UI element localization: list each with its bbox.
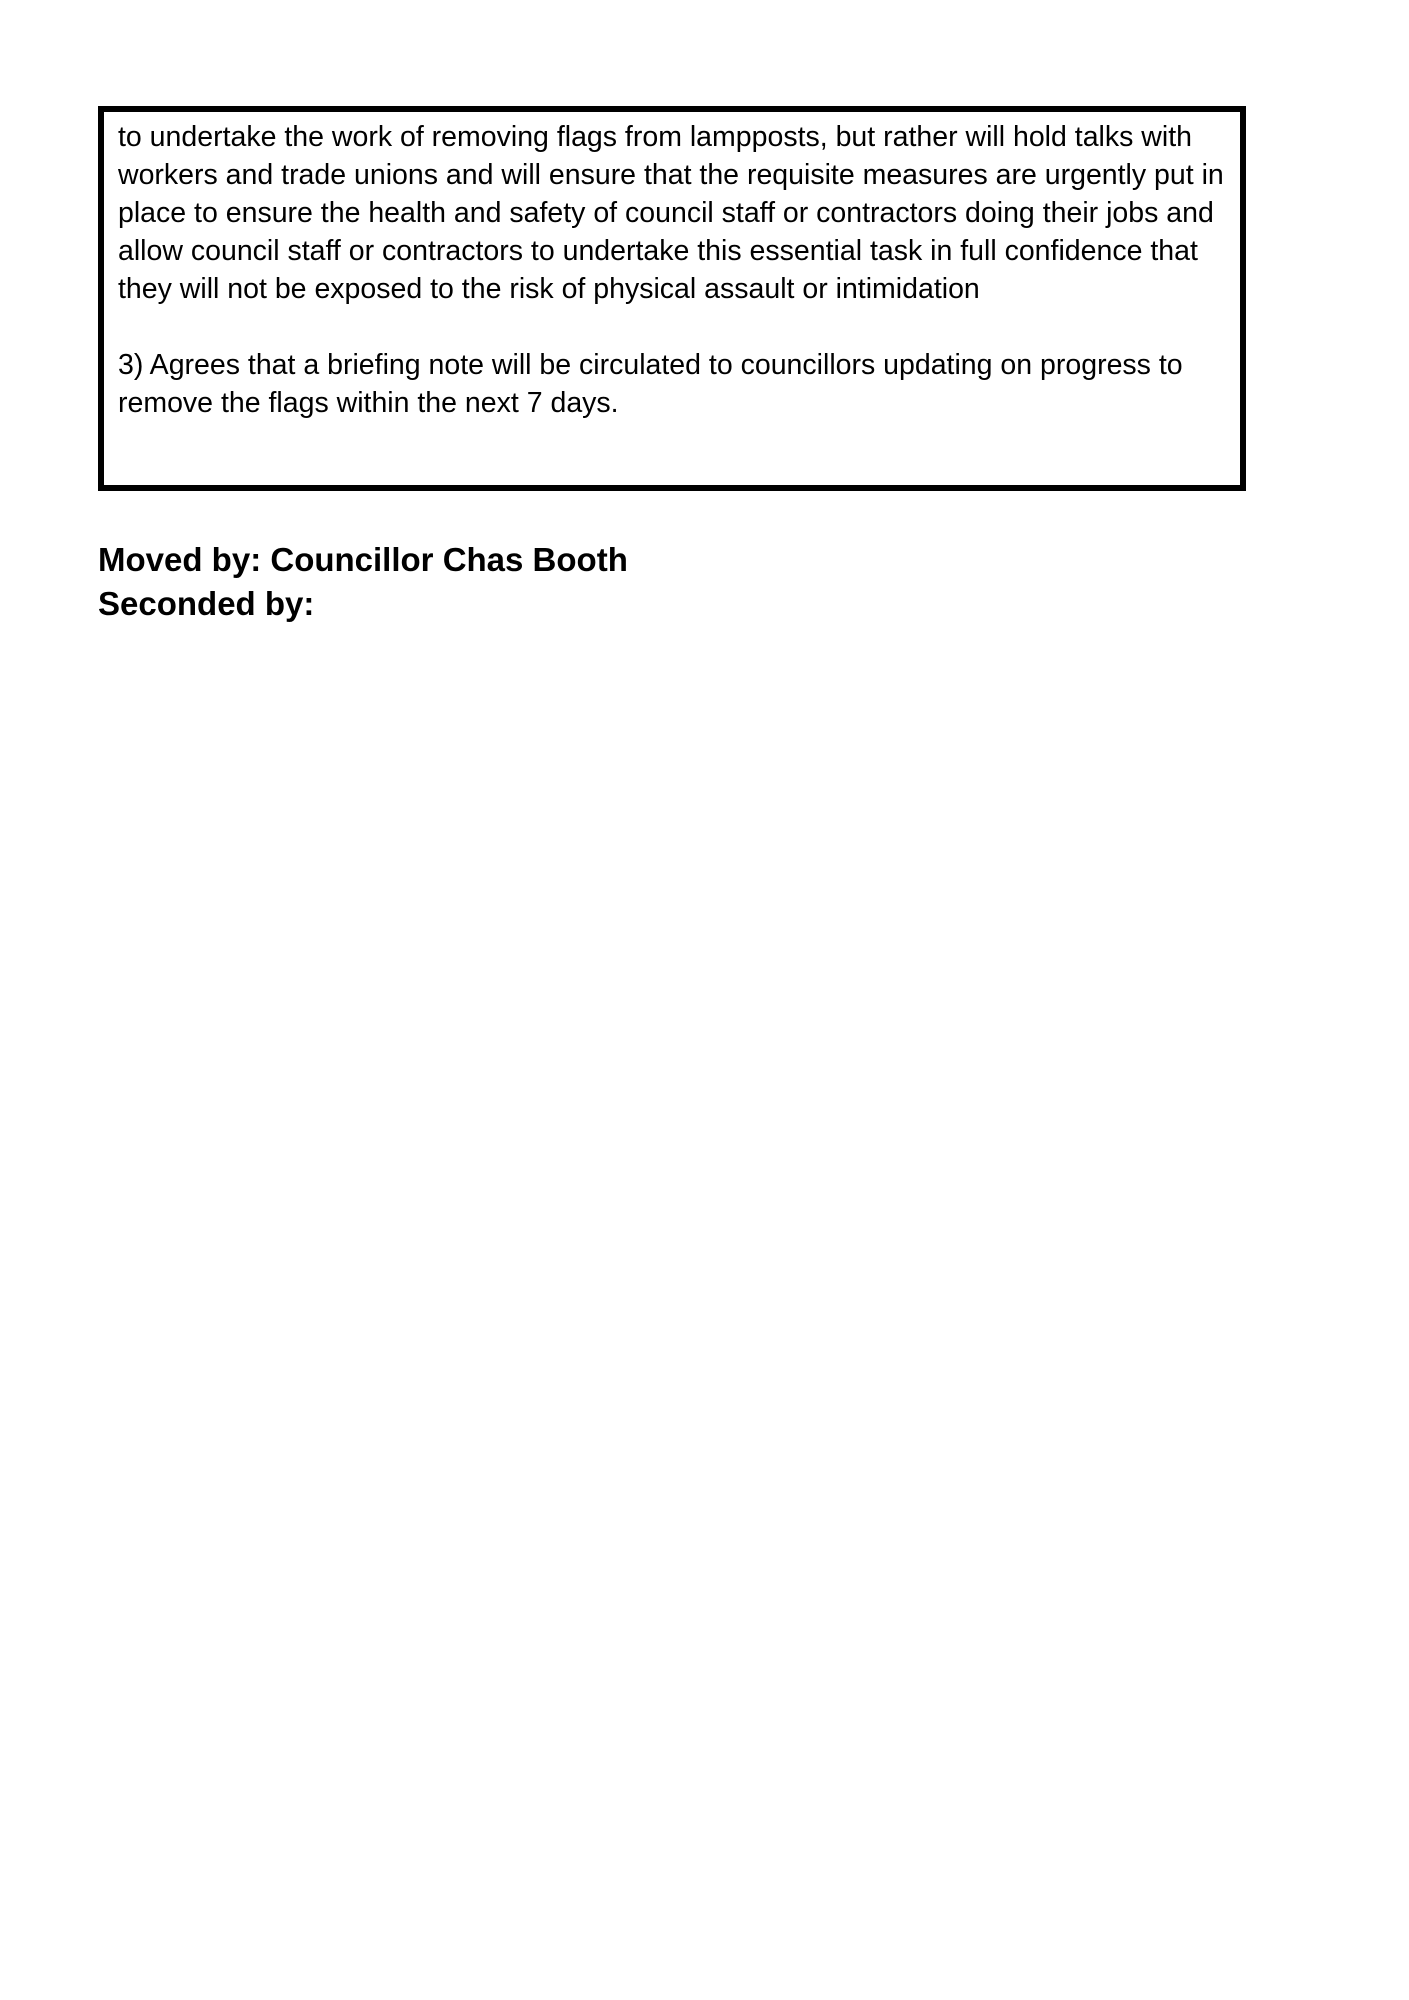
seconded-by-line [98, 582, 1198, 626]
seconded-by-label: Seconded by: [98, 585, 315, 622]
motion-paragraph-briefing-note: 3) Agrees that a briefing note will be circulated to councillors updating on progress to remove the flags within the next 7 days. [118, 349, 1183, 419]
moved-by-line [98, 538, 1198, 582]
motion-text-box [98, 106, 1246, 491]
motion-paragraph-continuation: to undertake the work of removing flags from lampposts, but rather will hold talks with workers and trade unions and will ensure that the requisite measures are urgently put in place to ensure the health and safety of council staff or contractors doing their jobs and allow council staff or contractors to undertake this essential task in full confidence that they will not be exposed to the risk of physical assault or intimidation [118, 121, 1224, 305]
moved-by-label: Moved by: [98, 541, 271, 578]
signatures-block [98, 538, 1198, 626]
moved-by-value: Councillor Chas Booth [270, 541, 628, 578]
